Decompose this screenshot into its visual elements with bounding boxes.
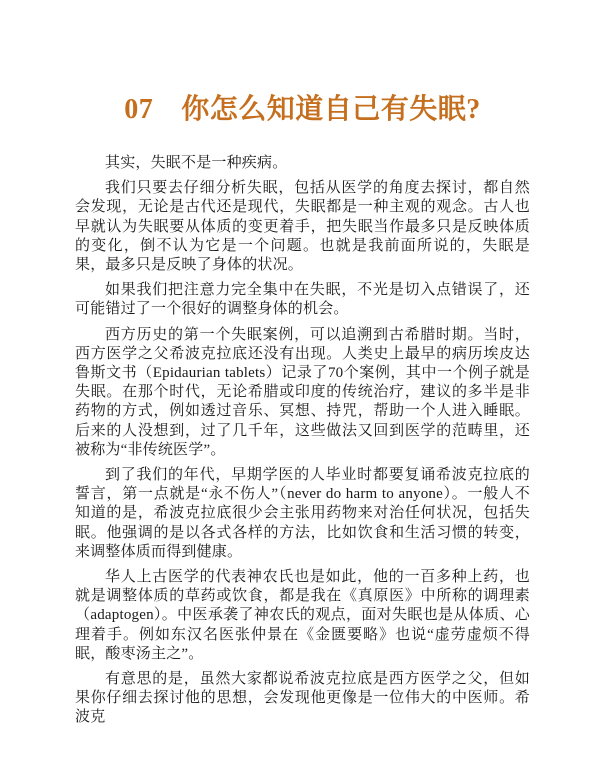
body-text <box>75 154 530 734</box>
paragraph: 有意思的是，虽然大家都说希波克拉底是西方医学之父，但如果你仔细去探讨他的思想，会发现他更像是一位伟大的中医师。希波克 <box>75 671 530 726</box>
chapter-title <box>75 94 530 126</box>
paragraph: 西方历史的第一个失眠案例，可以追溯到古希腊时期。当时，西方医学之父希波克拉底还没有出现。人类史上最早的病历埃皮达鲁斯文书（Epidaurian tablets）记录了70个案例，其中一个例子就是失眠。在那个时代，无论希腊或印度的传统治疗，建议的多半是非药物的方式，例如透过音乐、冥想、持咒，帮助一个人进入睡眠。后来的人没想到，过了几千年，这些做法又回到医学的范畴里，还被称为“非传统医学”。 <box>75 326 530 458</box>
paragraph: 到了我们的年代，早期学医的人毕业时都要复诵希波克拉底的誓言，第一点就是“永不伤人”（never do harm to anyone）。一般人不知道的是，希波克拉底很少会主张用药物来对治任何状况，包括失眠。他强调的是以各式各样的方法，比如饮食和生活习惯的转变，来调整体质而得到健康。 <box>75 467 530 560</box>
chapter-title-text: 你怎么知道自己有失眠? <box>181 94 481 125</box>
paragraph: 其实，失眠不是一种疾病。 <box>105 155 288 171</box>
paragraph: 我们只要去仔细分析失眠，包括从医学的角度去探讨，都自然会发现，无论是古代还是现代，失眠都是一种主观的观念。古人也早就认为失眠要从体质的变更着手，把失眠当作最多只是反映体质的变化，倒不认为它是一个问题。也就是我前面所说的，失眠是果，最多只是反映了身体的状况。 <box>75 180 530 274</box>
chapter-number: 07 <box>124 94 154 125</box>
paragraph: 如果我们把注意力完全集中在失眠，不光是切入点错误了，还可能错过了一个很好的调整身体的机会。 <box>75 282 530 318</box>
paragraph: 华人上古医学的代表神农氏也是如此，他的一百多种上药，也就是调整体质的草药或饮食，都是我在《真原医》中所称的调理素（adaptogen）。中医承袭了神农氏的观点，面对失眠也是从体质、心理着手。例如东汉名医张仲景在《金匮要略》也说“虚劳虚烦不得眠，酸枣汤主之”。 <box>75 569 530 662</box>
